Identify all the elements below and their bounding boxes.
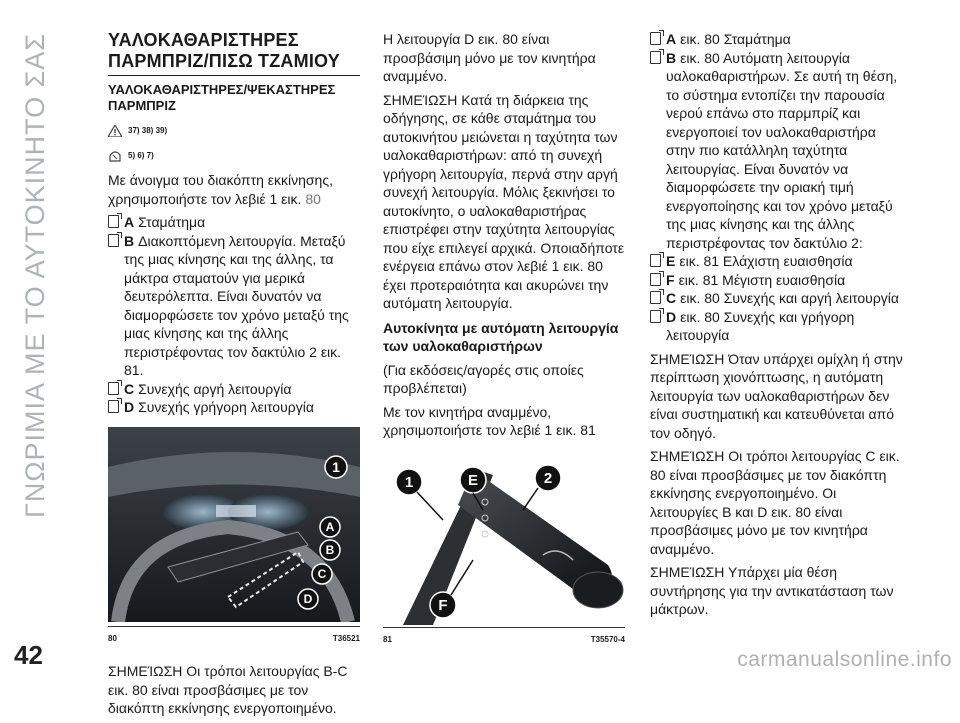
checkbox-bullet-icon: [650, 310, 661, 323]
bullet-text: Συνεχής αργή λειτουργία: [138, 380, 292, 397]
callout-f: F: [438, 596, 448, 614]
column-2: [383, 30, 625, 663]
warning-triangle-icon: [108, 125, 122, 137]
section-title: ΥΑΛΟΚΑΘΑΡΙΣΤΗΡΕΣ ΠΑΡΜΠΡΙΖ/ΠΙΣΩ ΤΖΑΜΙΟΥ: [108, 30, 360, 76]
bullet-key: D: [124, 399, 135, 415]
figure-81-caption: [383, 627, 625, 650]
bullet-c: [650, 289, 904, 308]
bullet-d: [650, 308, 904, 345]
caution-hand-icon: [108, 150, 122, 162]
warning-refs-2-text: 5) 6) 7): [128, 150, 154, 160]
bullet-text: εικ. 80 Σταμάτημα: [680, 31, 791, 47]
callout-2: 2: [543, 469, 553, 487]
checkbox-bullet-icon: [650, 291, 661, 304]
page-number: 42: [14, 640, 43, 670]
bullet-key: A: [666, 31, 677, 47]
paragraph-1: Η λειτουργία D εικ. 80 είναι προσβάσιμη μόνο με τον κινητήρα αναμμένο.: [383, 31, 596, 84]
bullet-key: C: [124, 380, 135, 397]
figure-80-dashboard: [108, 427, 360, 622]
bullet-key: B: [124, 232, 135, 249]
bullet-text: Συνεχής γρήγορη λειτουργία: [138, 399, 314, 415]
note-fog-snow: ΣΗΜΕΊΩΣΗ Όταν υπάρχει ομίχλη ή στην περίπτωση χιονόπτωσης, η αυτόματη λειτουργία των υαλοκαθαριστήρων δεν είναι συστηματική και κατευθύνεται από τον οδηγό.: [650, 350, 903, 441]
bullet-text: εικ. 80 Συνεχής και γρήγορη λειτουργία: [666, 308, 855, 343]
paragraph-2: ΣΗΜΕΊΩΣΗ Κατά τη διάρκεια της οδήγησης, σε κάθε σταμάτημα του αυτοκινήτου μειώνεται η ταχύτητα των υαλοκαθαριστήρων: από τη συνεχή γρήγορη λειτουργία, περνά στην αργή συνεχή λειτουργία. Μόλις ξεκινήσει το αυτοκίνητο, ο υαλοκαθαριστήρας επιστρέφει στην ταχύτητα λειτουργίας που είχε επιλεγεί αρχικά. Οποιαδήποτε ενέργεια επάνω στον λεβιέ 1 εικ. 80 έχει προτεραιότητα και ακυρώνει την αυτόματη λειτουργία.: [383, 91, 625, 311]
bullet-a: [108, 213, 360, 232]
paragraph-4: Με τον κινητήρα αναμμένο, χρησιμοποιήστε τον λεβιέ 1 εικ. 81: [383, 403, 596, 438]
bullet-text: εικ. 81 Ελάχιστη ευαισθησία: [679, 253, 853, 269]
bullet-key: B: [666, 49, 677, 66]
column-1: [108, 30, 360, 723]
note-service-position: ΣΗΜΕΊΩΣΗ Υπάρχει μία θέση συντήρησης για την αντικατάσταση των μάκτρων.: [650, 564, 894, 617]
checkbox-bullet-icon: [108, 400, 119, 413]
bullet-b: [650, 49, 904, 253]
checkbox-bullet-icon: [108, 234, 119, 247]
bullet-text: Σταμάτημα: [138, 214, 206, 230]
bullet-key: F: [666, 271, 675, 288]
paragraph-3: (Για εκδόσεις/αγορές στις οποίες προβλέπεται): [383, 361, 584, 396]
bullet-text: εικ. 80 Αυτόματη λειτουργία υαλοκαθαριστήρων. Σε αυτή τη θέση, το σύστημα εντοπίζει την παρουσία νερού επάνω στο παρμπρίζ και ενεργοποιεί τον υαλοκαθαριστήρα στην πιο κατάλληλη ταχύτητα λειτουργίας. Είναι δυνατόν να διαμορφώσετε την οριακή τιμή ενεργοποίησης και τον χρόνο μεταξύ της μιας κίνησης και της άλλης περιστρέφοντας τον δακτύλιο 2:: [666, 49, 898, 251]
figure-81-illustration: [383, 450, 625, 625]
bullet-c: [108, 380, 360, 399]
checkbox-bullet-icon: [650, 273, 661, 286]
checkbox-bullet-icon: [108, 215, 119, 228]
figure-number: 80: [108, 633, 117, 643]
section-subtitle: ΥΑΛΟΚΑΘΑΡΙΣΤΗΡΕΣ/ΨΕΚΑΣΤΗΡΕΣ ΠΑΡΜΠΡΙΖ: [108, 82, 336, 113]
bullet-key: A: [124, 214, 135, 230]
callout-a: A: [325, 519, 335, 534]
figure-number: 81: [383, 634, 392, 644]
side-section-title-text: ΓΝΩΡΙΜΙΑ ΜΕ ΤΟ ΑΥΤΟΚΙΝΗΤΟ ΣΑΣ: [20, 32, 51, 518]
bullet-f: [650, 271, 904, 290]
bullet-text: εικ. 81 Μέγιστη ευαισθησία: [678, 271, 846, 288]
bullet-text: Διακοπτόμενη λειτουργία. Μεταξύ της μιας κίνησης και της άλλης, τα μάκτρα σταματούν για μερικά δευτερόλεπτα. Είναι δυνατόν να διαμορφώσετε τον χρόνο μεταξύ της μιας κίνησης και της άλλης περιστρέφοντας τον δακτύλιο 2 εικ. 81.: [124, 232, 349, 378]
callout-1: 1: [404, 473, 414, 491]
bullet-a: [650, 30, 904, 49]
checkbox-bullet-icon: [650, 254, 661, 267]
bullet-b: [108, 232, 360, 380]
warning-refs-1: [108, 122, 360, 141]
bullet-key: C: [666, 290, 677, 306]
warning-refs-1-text: 37) 38) 39): [128, 126, 168, 135]
figure-80-caption: [108, 626, 360, 649]
note-paragraph: ΣΗΜΕΊΩΣΗ Οι τρόποι λειτουργίας B-C εικ. 80 είναι προσβάσιμες με τον διακόπτη εκκίνησης ενεργοποιημένο.: [108, 663, 348, 716]
warning-refs-2: [108, 147, 360, 166]
bullet-key: E: [666, 253, 676, 269]
intro-text: Με άνοιγμα του διακόπτη εκκίνησης, χρησιμοποιήστε τον λεβιέ 1 εικ.: [108, 172, 333, 207]
intro-paragraph: [108, 171, 360, 208]
checkbox-bullet-icon: [650, 32, 661, 45]
callout-d: D: [303, 591, 313, 606]
callout-b: B: [325, 542, 335, 557]
watermark: carmanualsonline.info: [737, 648, 952, 671]
figure-code: T36521: [332, 633, 360, 643]
callout-e: E: [467, 471, 479, 489]
side-section-title: [8, 15, 63, 535]
intro-figure-ref: 80: [305, 190, 321, 207]
bullet-d: [108, 398, 360, 417]
checkbox-bullet-icon: [108, 382, 119, 395]
note-modes: ΣΗΜΕΊΩΣΗ Οι τρόποι λειτουργίας C εικ. 80 είναι προσβάσιμες με τον διακόπτη εκκίνησης ενεργοποιημένο. Οι λειτουργίες B και D εικ. 80 είναι προσβάσιμες μόνο με τον κινητήρα αναμμένο.: [650, 448, 900, 557]
figure-81-stalk: [383, 450, 625, 625]
figure-80-illustration: [108, 427, 360, 622]
callout-1: 1: [332, 458, 340, 475]
bullet-text: εικ. 80 Συνεχής και αργή λειτουργία: [680, 290, 899, 306]
bullet-key: D: [666, 308, 677, 325]
callout-c: C: [317, 566, 327, 581]
column-3: [650, 30, 904, 624]
figure-code: T35570-4: [590, 634, 625, 644]
subheading-auto-wipers: Αυτοκίνητα με αυτόματη λειτουργία των υαλοκαθαριστήρων: [383, 319, 619, 354]
bullet-e: [650, 252, 904, 271]
checkbox-bullet-icon: [650, 51, 661, 64]
